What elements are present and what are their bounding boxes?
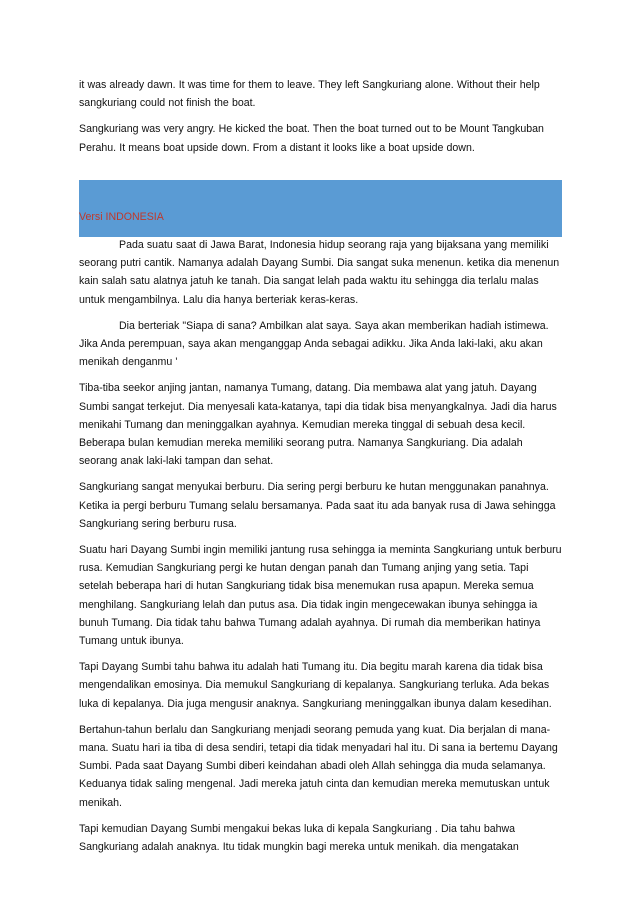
indonesian-paragraph-4: Sangkuriang sangat menyukai berburu. Dia sering pergi berburu ke hutan menggunakan panahnya. Ketika ia pergi berburu Tumang selalu bersamanya. Pada saat itu ada banyak rusa di Jawa sehingga Sangkuriang sering berburu rusa. [79,481,556,530]
indonesian-paragraph-6: Tapi Dayang Sumbi tahu bahwa itu adalah hati Tumang itu. Dia begitu marah karena dia tidak bisa mengendalikan emosinya. Dia memukul Sangkuriang di kepalanya. Sangkuriang terluka. Ada bekas luka di kepalanya. Dia juga mengusir anaknya. Sangkuriang meninggalkan ibunya dalam kesedihan. [79,661,552,710]
indonesian-paragraph-5: Suatu hari Dayang Sumbi ingin memiliki jantung rusa sehingga ia meminta Sangkuriang untuk berburu rusa. Kemudian Sangkuriang pergi ke hutan dengan panah dan Tumang anjing yang setia. Tapi setelah beberapa hari di hutan Sangkuriang tidak bisa menemukan rusa apapun. Mereka semua menghilang. Sangkuriang lelah dan putus asa. Dia tidak ingin mengecewakan ibunya sehingga ia bunuh Tumang. Dia tidak tahu bahwa Tumang adalah ayahnya. Di rumah dia memberikan hatinya Tumang untuk ibunya. [79,544,562,648]
indonesian-paragraph-8: Tapi kemudian Dayang Sumbi mengakui bekas luka di kepala Sangkuriang . Dia tahu bahwa Sangkuriang adalah anaknya. Itu tidak mungkin bagi mereka untuk menikah. dia mengatakan [79,822,519,854]
indonesian-paragraph-7: Bertahun-tahun berlalu dan Sangkuriang menjadi seorang pemuda yang kuat. Dia berjalan di mana-mana. Suatu hari ia tiba di desa sendiri, tetapi dia tidak menyadari hal itu. Di sana ia bertemu Dayang Sumbi. Pada saat Dayang Sumbi diberi keindahan abadi oleh Allah sehingga dia muda selamanya. Keduanya tidak saling mengenal. Jadi mereka jatuh cinta dan kemudian mereka memutuskan untuk menikah. [79,723,558,809]
indonesian-text-block [79,236,563,864]
section-heading: Versi INDONESIA [79,211,164,223]
indonesian-paragraph-2: Dia berteriak "Siapa di sana? Ambilkan alat saya. Saya akan memberikan hadiah istimewa. Jika Anda perempuan, saya akan menganggap Anda sebagai adikku. Jika Anda laki-laki, aku akan menikah denganmu ' [79,319,549,369]
english-paragraph-2: Sangkuriang was very angry. He kicked the boat. Then the boat turned out to be Mount Tangkuban Perahu. It means boat upside down. From a distant it looks like a boat upside down. [79,123,544,154]
indonesian-paragraph-3: Tiba-tiba seekor anjing jantan, namanya Tumang, datang. Dia membawa alat yang jatuh. Dayang Sumbi sangat terkejut. Dia menyesali kata-katanya, tapi dia tidak bisa menyangkalnya. Jadi dia harus menikahi Tumang dan meninggalkan ayahnya. Kemudian mereka tinggal di sebuah desa kecil. Beberapa bulan kemudian mereka memiliki seorang putra. Namanya Sangkuriang. Dia adalah seorang anak laki-laki tampan dan sehat. [79,382,557,468]
section-header-band [79,180,562,237]
indonesian-paragraph-1: Pada suatu saat di Jawa Barat, Indonesia hidup seorang raja yang bijaksana yang memiliki seorang putri cantik. Namanya adalah Dayang Sumbi. Dia sangat suka menenun. ketika dia menenun kain salah satu alatnya jatuh ke tanah. Dia sangat lelah pada waktu itu sehingga dia terlalu malas untuk mengambilnya. Lalu dia hanya berteriak keras-keras. [79,239,560,306]
english-paragraph-1: it was already dawn. It was time for them to leave. They left Sangkuriang alone. Without their help sangkuriang could not finish the boat. [79,79,540,110]
english-text-block [79,76,563,165]
